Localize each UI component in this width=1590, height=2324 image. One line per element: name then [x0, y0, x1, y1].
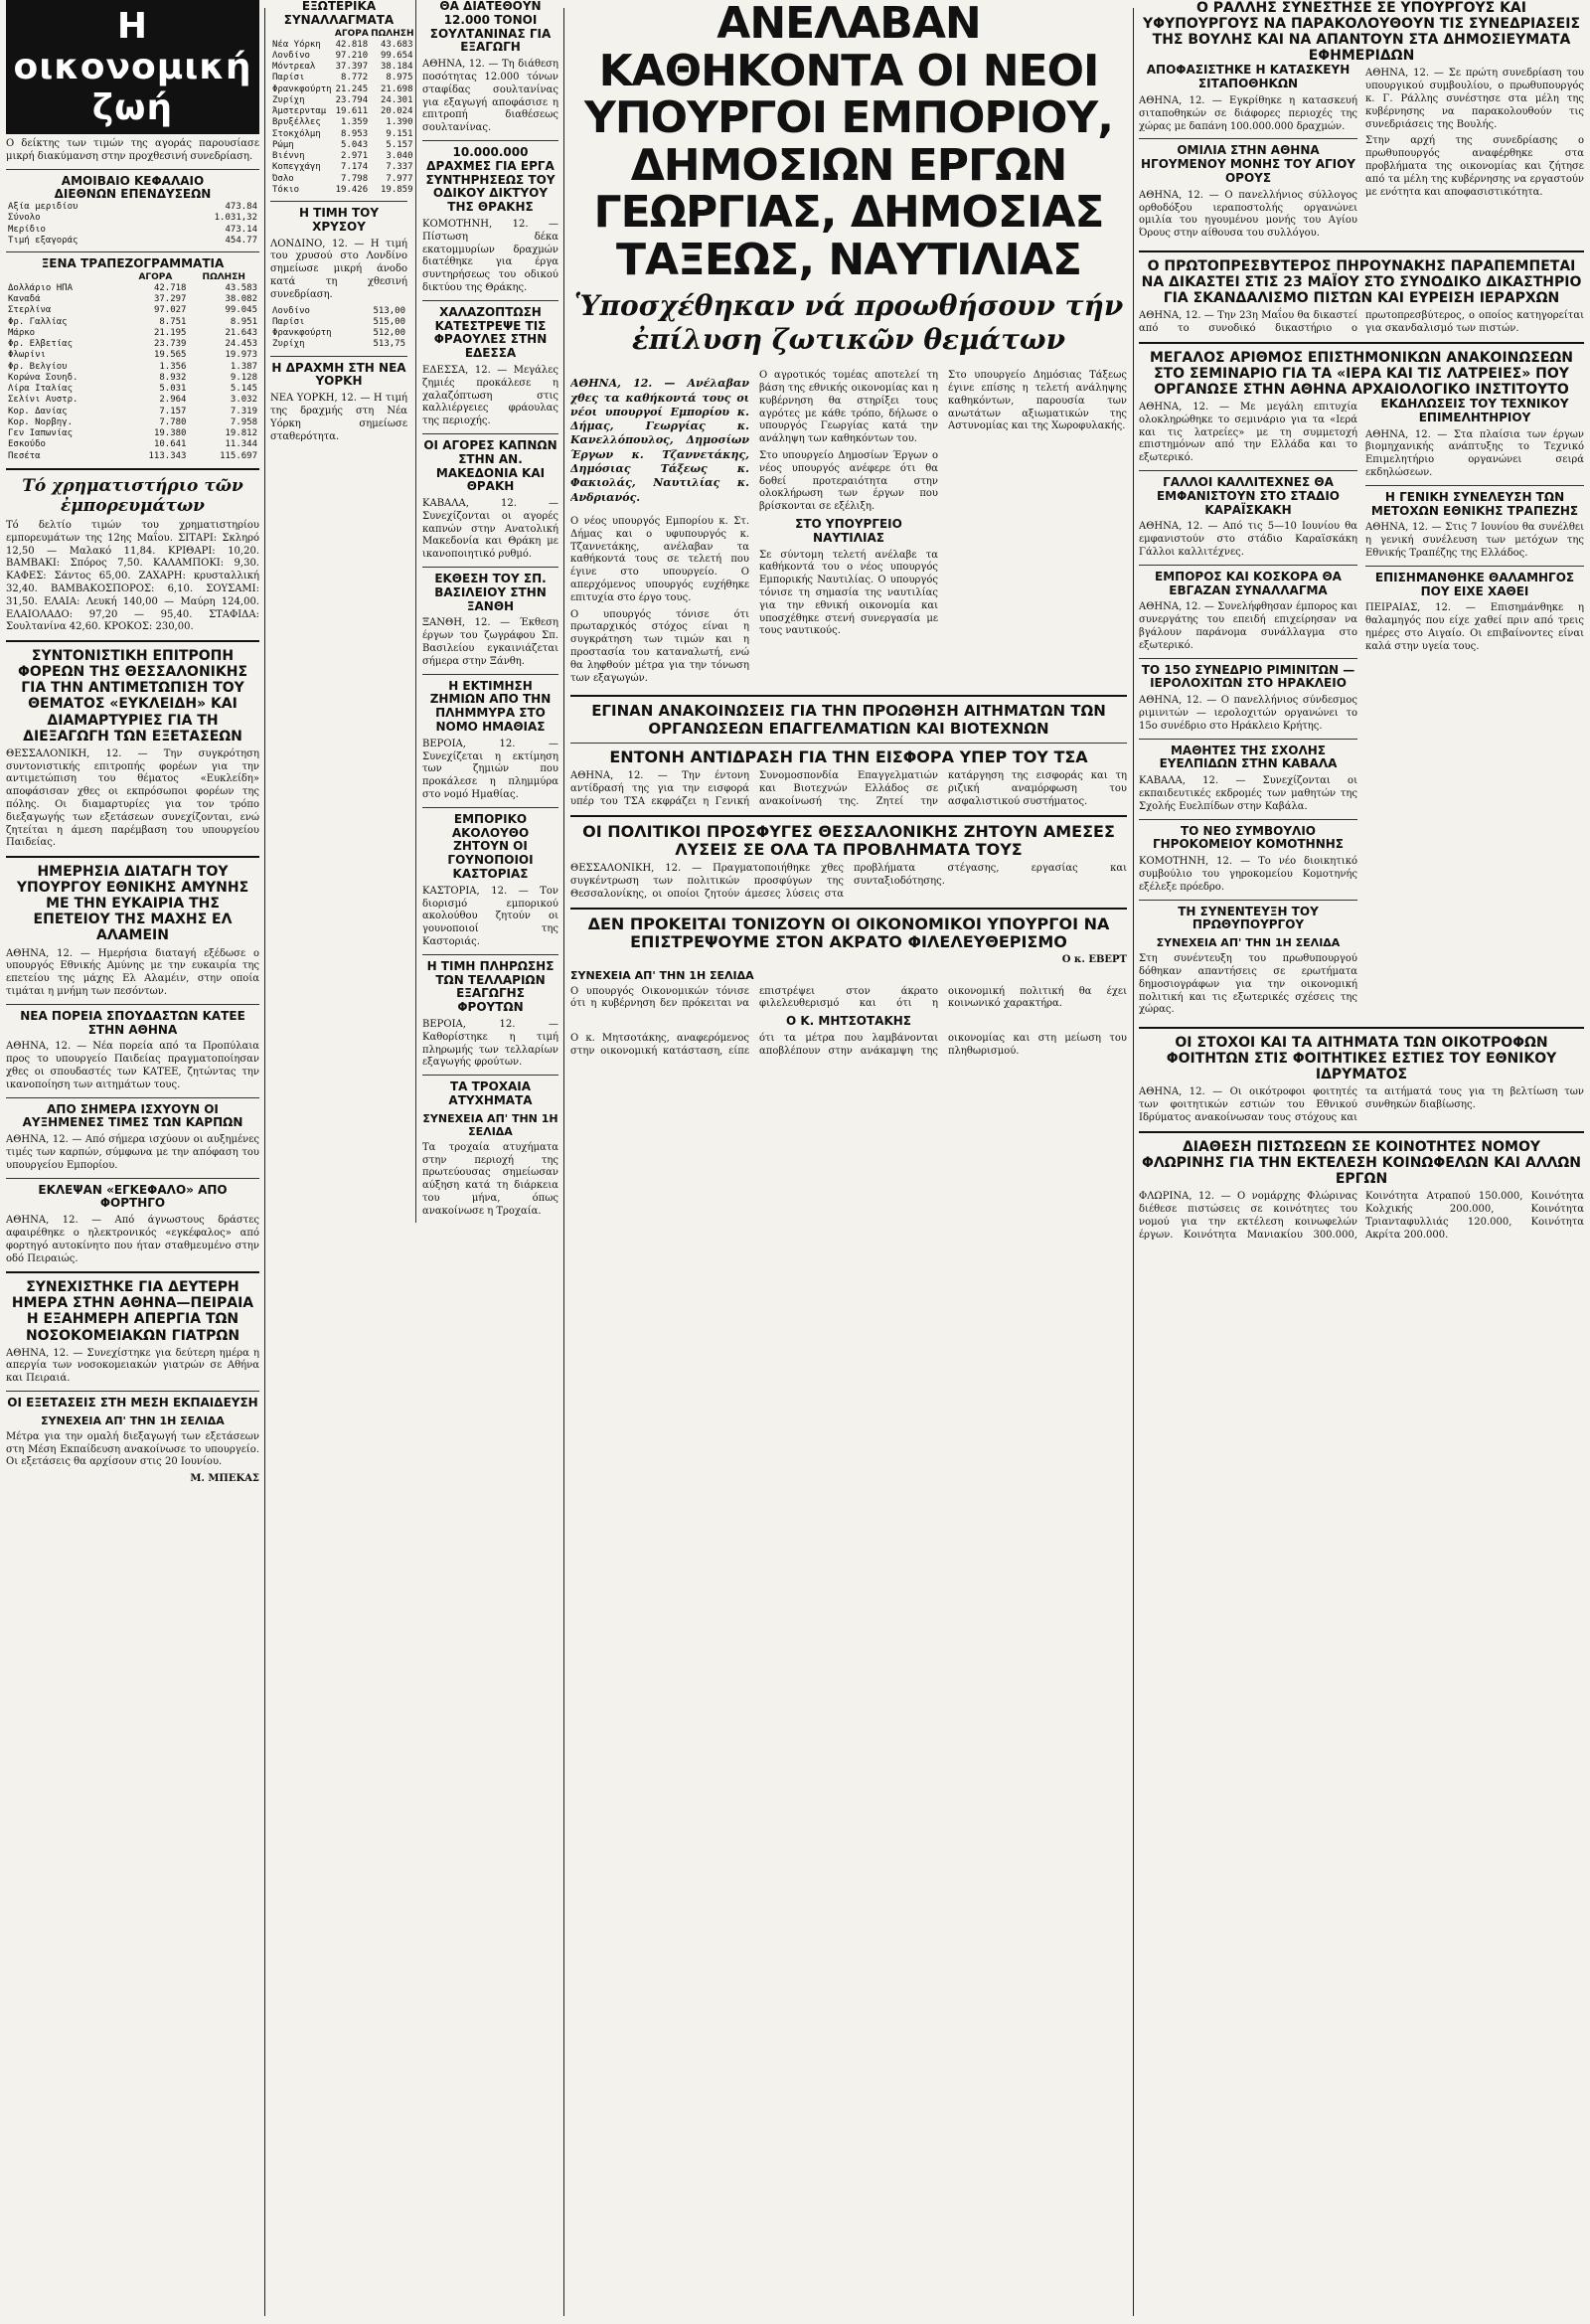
- column-5: [1139, 0, 1584, 1245]
- traffic-headline: ΤΑ ΤΡΟΧΑΙΑ ΑΤΥΧΗΜΑΤΑ: [448, 1079, 533, 1107]
- table-cell: 20.024: [380, 106, 413, 117]
- table-cell: 10.641: [153, 439, 187, 450]
- liberalism-continued: ΣΥΝΕΧΕΙΑ ΑΠ' ΤΗΝ 1Η ΣΕΛΙΔΑ: [570, 968, 754, 982]
- table-row: [270, 339, 407, 350]
- table-cell: Παρίσι: [272, 316, 305, 327]
- table-row: [6, 451, 259, 462]
- students-headline: ΟΙ ΣΤΟΧΟΙ ΚΑΙ ΤΑ ΑΙΤΗΜΑΤΑ ΤΩΝ ΟΙΚΟΤΡΟΦΩΝ ΦΟΙΤΗΤΩΝ ΣΤΙΣ ΦΟΙΤΗΤΙΚΕΣ ΕΣΤΙΕΣ ΤΟΥ ΕΘΝΙΚΟΥ ΙΔΡΥΜΑΤΟΣ: [1166, 1035, 1557, 1083]
- technical-chamber-headline: ΕΚΔΗΛΩΣΕΙΣ ΤΟΥ ΤΕΧΝΙΚΟΥ ΕΠΙΜΕΛΗΤΗΡΙΟΥ: [1380, 397, 1569, 424]
- rallis-headline: Ο ΡΑΛΛΗΣ ΣΥΝΕΣΤΗΣΕ ΣΕ ΥΠΟΥΡΓΟΥΣ ΚΑΙ ΥΦΥΠΟΥΡΓΟΥΣ ΝΑ ΠΑΡΑΚΟΛΟΥΘΟΥΝ ΤΙΣ ΣΥΝΕΔΡΙΑΣΕΙΣ ΤΗΣ ΒΟΥΛΗΣ ΚΑΙ ΝΑ ΑΠΑΝΤΟΥΝ ΣΤΑ ΔΗΜΟΣΙΕΥΜΑΤΑ ΕΦΗΜΕΡΙΔΩΝ: [1142, 0, 1581, 65]
- table-cell: 3.032: [230, 395, 257, 406]
- table-cell: 99.045: [225, 305, 257, 316]
- table-row: [6, 384, 259, 395]
- table-row: [6, 202, 259, 213]
- table-row: [6, 407, 259, 417]
- table-cell: Μερίδιο: [8, 224, 46, 235]
- seminar-text: ΑΘΗΝΑ, 12. — Με μεγάλη επιτυχία ολοκληρώθηκε το σεμινάριο για τα «Ιερά και τις λατρείες» με τη συμμετοχή επιστημόνων από την Ελλάδα και το εξωτερικό.: [1139, 402, 1357, 464]
- foreign-exchange-title: ΕΞΩΤΕΡΙΚΑ ΣΥΝΑΛΛΑΓΜΑΤΑ: [283, 0, 395, 27]
- congress-text: ΑΘΗΝΑ, 12. — Ο πανελλήνιος σύνδεσμος ριμινιτών — ιερολοχιτών οργανώνει το 15ο συνέδριο στο Ηράκλειο Κρήτης.: [1139, 695, 1357, 732]
- table-row: [270, 306, 407, 317]
- table-cell: Παρίσι: [272, 73, 305, 83]
- shipping-ministry-subhead: ΣΤΟ ΥΠΟΥΡΓΕΙΟ ΝΑΥΤΙΛΙΑΣ: [795, 517, 902, 545]
- table-cell: 8.951: [230, 316, 257, 327]
- signature: Μ. ΜΠΕΚΑΣ: [190, 1473, 259, 1485]
- table-cell: Φλωρίνι: [8, 350, 46, 361]
- gold-price-title: Η ΤΙΜΗ ΤΟΥ ΧΡΥΣΟΥ: [298, 206, 380, 234]
- florina-text: ΦΛΩΡΙΝΑ, 12. — Ο νομάρχης Φλώρινας διέθεσε πιστώσεις σε κοινότητες του νομού για την εκτέλεση κοινωφελών έργων. Κοινότητα Μανιακίου 300.000, Κοινότητα Ατραπού 150.000, Κοινότητα Κολχικής 200.000, Κοινότητα Τριανταφυλλιάς 120.000, Κοινότητα Ακρίτα 200.000.: [1139, 1191, 1584, 1241]
- table-cell: 37.297: [153, 294, 187, 305]
- table-cell: Βιέννη: [272, 151, 305, 162]
- table-cell: 7.319: [230, 406, 257, 416]
- table-cell: 97.210: [335, 50, 369, 61]
- florina-headline: ΔΙΑΘΕΣΗ ΠΙΣΤΩΣΕΩΝ ΣΕ ΚΟΙΝΟΤΗΤΕΣ ΝΟΜΟΥ ΦΛΩΡΙΝΗΣ ΓΙΑ ΤΗΝ ΕΚΤΕΛΕΣΗ ΚΟΙΝΩΦΕΛΩΝ ΚΑΙ ΑΛΛΩΝ ΕΡΓΩΝ: [1141, 1138, 1581, 1188]
- katee-text: ΑΘΗΝΑ, 12. — Νέα πορεία από τα Προπύλαια προς το υπουργείο Παιδείας πραγματοποίησαν χθες οι σπουδαστές των ΚΑΤΕΕ, ζητώντας την ικανοποίηση των αιτημάτων τους.: [6, 1041, 259, 1090]
- table-cell: 9.151: [386, 128, 413, 139]
- silo-headline: ΑΠΟΦΑΣΙΣΤΗΚΕ Η ΚΑΤΑΣΚΕΥΗ ΣΙΤΑΠΟΘΗΚΩΝ: [1146, 63, 1351, 91]
- table-cell: 7.958: [230, 416, 257, 427]
- table-cell: 2.964: [159, 395, 187, 406]
- thrace-roads-headline: 10.000.000 ΔΡΑΧΜΕΣ ΓΙΑ ΕΡΓΑ ΣΥΝΤΗΡΗΣΕΩΣ ΤΟΥ ΟΔΙΚΟΥ ΔΙΚΤΥΟΥ ΤΗΣ ΘΡΑΚΗΣ: [425, 144, 556, 215]
- table-cell: 7.157: [159, 406, 187, 416]
- table-row: [270, 317, 407, 328]
- table-cell: Κοπεγχάγη: [272, 162, 321, 173]
- table-row: [6, 428, 259, 439]
- yacht-text: ΠΕΙΡΑΙΑΣ, 12. — Επισημάνθηκε η θαλαμηγός που είχε χαθεί πριν από τρεις ημέρες στο Αιγαίο. Οι επιβαίνοντες είναι καλά στην υγεία τους.: [1365, 602, 1584, 652]
- table-cell: Λίρα Ιταλίας: [8, 384, 74, 395]
- table-cell: Κορ. Δανίας: [8, 406, 68, 416]
- professionals-headline: ΕΓΙΝΑΝ ΑΝΑΚΟΙΝΩΣΕΙΣ ΓΙΑ ΤΗΝ ΠΡΟΩΘΗΣΗ ΑΙΤΗΜΑΤΩΝ ΤΩΝ ΟΡΓΑΝΩΣΕΩΝ ΕΠΑΓΓΕΛΜΑΤΙΩΝ ΚΑΙ ΒΙΟΤΕΧΝΩΝ: [591, 702, 1106, 738]
- banknotes-title: ΞΕΝΑ ΤΡΑΠΕΖΟΓΡΑΜΜΑΤΙΑ: [41, 256, 225, 271]
- mutual-fund-table: [6, 202, 259, 247]
- table-cell: 21.698: [380, 83, 413, 94]
- table-cell: 19.859: [380, 184, 413, 195]
- katee-headline: ΝΕΑ ΠΟΡΕΙΑ ΣΠΟΥΔΑΣΤΩΝ ΚΑΤΕΕ ΣΤΗΝ ΑΘΗΝΑ: [20, 1008, 245, 1037]
- table-cell: ΠΩΛΗΣΗ: [371, 28, 414, 39]
- table-cell: Άμστερνταμ: [272, 106, 327, 117]
- currency-smuggling-text: ΑΘΗΝΑ, 12. — Συνελήφθησαν έμπορος και συνεργάτης του επειδή επιχείρησαν να βγάλουν παράνομα συνάλλαγμα στο εξωτερικό.: [1139, 601, 1357, 651]
- main-lead: ΑΘΗΝΑ, 12. — Ανέλαβαν χθες τα καθήκοντά τους οι νέοι υπουργοί Εμπορίου κ. Δήμας, Γεωργίας κ. Κανελλόπουλος, Δημοσίων Έργων κ. Τζαννετάκης, Δημόσιας Τάξεως κ. Φακιολάς, Ναυτιλίας κ. Ανδριανός.: [570, 377, 749, 504]
- main-paragraph-1: Ο νέος υπουργός Εμπορίου κ. Στ. Δήμας και ο υφυπουργός κ. Τζαννετάκης, ανέλαβαν τα καθήκοντά τους σε τελετή που έγινε στο υπουργείο. Ο απερχόμενος υπουργός ευχήθηκε επιτυχία στο έργο τους.: [570, 515, 749, 603]
- table-cell: 1.356: [159, 361, 187, 372]
- masthead: Η οικονομική ζωή: [6, 0, 259, 134]
- table-row: [270, 140, 415, 151]
- table-cell: Φρ. Ελβετίας: [8, 339, 74, 350]
- table-row: [6, 339, 259, 350]
- table-cell: Καναδά: [8, 294, 41, 305]
- athos-text: ΑΘΗΝΑ, 12. — Ο πανελλήνιος σύλλογος ορθοδόξου ιεραποστολής οργανώνει ομιλία του ηγουμένου μονής του Αγίου Όρους στην αίθουσα του συλλόγου.: [1139, 189, 1357, 240]
- table-cell: Τόκιο: [272, 184, 300, 195]
- doctors-strike-headline: ΣΥΝΕΧΙΣΤΗΚΕ ΓΙΑ ΔΕΥΤΕΡΗ ΗΜΕΡΑ ΣΤΗΝ ΑΘΗΝΑ—ΠΕΙΡΑΙΑ Η ΕΞΑΗΜΕΡΗ ΑΠΕΡΓΙΑ ΤΩΝ ΝΟΣΟΚΟΜΕΙΑΚΩΝ ΓΙΑΤΡΩΝ: [11, 1279, 254, 1344]
- liberalism-text: Ο υπουργός Οικονομικών τόνισε ότι η κυβέρνηση δεν πρόκειται να επιστρέψει στον άκρατο φιλελευθερισμό και ότι η οικονομική πολιτική θα έχει κοινωνικό χαρακτήρα.: [570, 985, 1127, 1010]
- table-cell: Μάρκο: [8, 327, 36, 338]
- table-cell: Γεν Ιαπωνίας: [8, 428, 74, 439]
- exams-continued: ΣΥΝΕΧΕΙΑ ΑΠ' ΤΗΝ 1Η ΣΕΛΙΔΑ: [41, 1413, 225, 1427]
- table-cell: Φρανκφούρτη: [272, 328, 332, 339]
- table-cell: 1.387: [230, 361, 257, 372]
- main-paragraph-4: Στο υπουργείο Δημοσίων Έργων ο νέος υπουργός ανέφερε ότι θα δοθεί προτεραιότητα στην ολοκλήρωση των έργων που βρίσκονται σε εξέλιξη.: [759, 450, 938, 513]
- table-cell: 473.14: [225, 224, 257, 235]
- table-row: [270, 162, 415, 173]
- table-cell: 19.380: [153, 428, 187, 439]
- table-cell: 7.174: [341, 162, 369, 173]
- table-cell: Στοκχόλμη: [272, 128, 321, 139]
- column-1: [6, 0, 259, 1486]
- table-cell: 19.565: [153, 350, 187, 361]
- mitsotakis-subhead: Ο Κ. ΜΗΤΣΟΤΑΚΗΣ: [786, 1014, 911, 1029]
- main-paragraph-3: Ο αγροτικός τομέας αποτελεί τη βάση της εθνικής οικονομίας και η κυβέρνηση θα στηρίξει τους αγρότες με κάθε τρόπο, δήλωσε ο υπουργός Γεωργίας κατά την ανάληψη των καθηκόντων του.: [759, 370, 938, 445]
- liberalism-headline: ΔΕΝ ΠΡΟΚΕΙΤΑΙ ΤΟΝΙΖΟΥΝ ΟΙ ΟΙΚΟΝΟΜΙΚΟΙ ΥΠΟΥΡΓΟΙ ΝΑ ΕΠΙΣΤΡΕΨΟΥΜΕ ΣΤΟΝ ΑΚΡΑΤΟ ΦΙΛΕΛΕΥΘΕΡΙΣΜΟ: [587, 913, 1110, 952]
- table-row: [270, 95, 415, 106]
- truck-theft-headline: ΕΚΛΕΨΑΝ «ΕΓΚΕΦΑΛΟ» ΑΠΟ ΦΟΡΤΗΓΟ: [38, 1182, 228, 1211]
- congress-headline: ΤΟ 15Ο ΣΥΝΕΔΡΙΟ ΡΙΜΙΝΙΤΩΝ — ΙΕΡΟΛΟΧΙΤΩΝ ΣΤΟ ΗΡΑΚΛΕΙΟ: [1141, 662, 1355, 691]
- table-cell: 21.643: [225, 327, 257, 338]
- main-paragraph-2: Ο υπουργός τόνισε ότι πρωταρχικός στόχος είναι η συγκράτηση των τιμών και η προστασία του καταναλωτή, ενώ θα ληφθούν μέτρα για την τόνωση των εξαγωγών.: [570, 608, 749, 684]
- main-paragraph-6: Στο υπουργείο Δημόσιας Τάξεως έγινε επίσης η τελετή ανάληψης καθηκόντων, παρουσία των ανωτάτων αξιωματικών της Αστυνομίας και της Χωροφυλακής.: [948, 370, 1127, 432]
- table-cell: Ρώμη: [272, 139, 294, 150]
- commodity-exchange-title: Τό χρηματιστήριο τῶν ἐμπορευμάτων: [22, 475, 243, 516]
- table-row: [6, 283, 259, 294]
- table-row: [270, 328, 407, 339]
- shareholders-headline: Η ΓΕΝΙΚΗ ΣΥΝΕΛΕΥΣΗ ΤΩΝ ΜΕΤΟΧΩΝ ΕΘΝΙΚΗΣ ΤΡΑΠΕΖΗΣ: [1370, 489, 1579, 518]
- market-intro: Ο δείκτης των τιμών της αγοράς παρουσίασε μικρή διακύμανση στην προχθεσινή συνεδρίαση.: [6, 138, 259, 162]
- table-cell: Φρ. Γαλλίας: [8, 316, 68, 327]
- table-cell: ΠΩΛΗΣΗ: [202, 271, 245, 282]
- interview-continued: ΣΥΝΕΧΕΙΑ ΑΠ' ΤΗΝ 1Η ΣΕΛΙΔΑ: [1156, 936, 1341, 950]
- commodity-exchange-text: Τό δελτίο τιμών του χρηματιστηρίου εμπορευμάτων της 12ης Μαΐου. ΣΙΤΑΡΙ: Σκληρό 12,50 — Μαλακό 11,84. ΚΡΙΘΑΡΙ: 10,20. ΒΑΜΒΑΚΙ: Σπόρος 7,50. ΚΑΛΑΜΠΟΚΙ: 9,30. ΚΑΦΕΣ: Σάντος 65,00. ΖΑΧΑΡΗ: κρυσταλλική 32,40. ΒΑΜΒΑΚΟΣΠΟΡΟΣ: 6,10. ΣΟΥΣΑΜΙ: 31,50. ΕΛΑΙΑ: Λευκή 140,00 — Μαύρη 124,00. ΕΛΑΙΟΛΑΔΟ: 97,20 — 95,40. ΣΤΑΦΙΔΑ: Σουλτανίνα 42,60. ΚΡΟΚΟΣ: 230,00.: [6, 519, 259, 633]
- table-cell: 513,00: [373, 305, 405, 316]
- table-cell: 8.772: [341, 73, 369, 83]
- table-cell: 454.77: [225, 235, 257, 246]
- technical-chamber-text: ΑΘΗΝΑ, 12. — Στα πλαίσια των έργων βιομηχανικής ανάπτυξης το Τεχνικό Επιμελητήριο οργανώνει σειρά εκδηλώσεων.: [1365, 428, 1584, 479]
- table-row: [270, 28, 415, 40]
- gold-price-text: ΛΟΝΔΙΝΟ, 12. — Η τιμή του χρυσού στο Λονδίνο σημείωσε μικρή άνοδο κατά τη χθεσινή συνεδρίαση.: [270, 238, 407, 300]
- table-cell: 9.128: [230, 372, 257, 383]
- table-cell: ΑΓΟΡΑ: [334, 28, 369, 39]
- table-cell: 21.245: [335, 83, 369, 94]
- nursing-home-headline: ΤΟ ΝΕΟ ΣΥΜΒΟΥΛΙΟ ΓΗΡΟΚΟΜΕΙΟΥ ΚΟΜΟΤΗΝΗΣ: [1152, 823, 1344, 852]
- table-cell: 8.975: [386, 73, 413, 83]
- table-cell: Όσλο: [272, 173, 294, 184]
- refugees-text: ΘΕΣΣΑΛΟΝΙΚΗ, 12. — Πραγματοποιήθηκε χθες συγκέντρωση των πολιτικών προσφύγων της Θεσσαλονίκης, οι οποίοι ζητούν άμεσες λύσεις στα προβλήματα στέγασης, εργασίας και συνταξιοδότησης.: [570, 863, 1127, 900]
- crates-text: ΒΕΡΟΙΑ, 12. — Καθορίστηκε η τιμή πληρωμής των τελλαρίων εξαγωγής φρούτων.: [422, 1018, 558, 1069]
- table-cell: 43.583: [225, 282, 257, 293]
- table-row: [6, 225, 259, 236]
- table-cell: 38.082: [225, 294, 257, 305]
- table-cell: 23.794: [335, 94, 369, 105]
- table-row: [270, 117, 415, 128]
- table-cell: 5.043: [341, 139, 369, 150]
- table-row: [6, 213, 259, 224]
- table-cell: Εσκούδο: [8, 439, 46, 450]
- tobacco-market-text: ΚΑΒΑΛΑ, 12. — Συνεχίζονται οι αγορές καπνών στην Ανατολική Μακεδονία και Θράκη με ικανοποιητικό ρυθμό.: [422, 498, 558, 561]
- tsa-contribution-text: ΑΘΗΝΑ, 12. — Την έντονη αντίδρασή της για την εισφορά υπέρ του ΤΣΑ εκφράζει η Γενική Συνομοσπονδία Επαγγελματιών και Βιοτεχνών Ελλάδος σε ανακοίνωσή της. Ζητεί την κατάργηση της εισφοράς και τη ριζική αναμόρφωση του ασφαλιστικού συστήματος.: [570, 770, 1127, 807]
- table-cell: 115.697: [220, 450, 257, 461]
- table-cell: 43.683: [380, 39, 413, 50]
- table-row: [6, 305, 259, 316]
- shareholders-text: ΑΘΗΝΑ, 12. — Στις 7 Ιουνίου θα συνέλθει η γενική συνέλευση των μετόχων της Εθνικής Τραπέζης της Ελλάδος.: [1365, 522, 1584, 560]
- furriers-text: ΚΑΣΤΟΡΙΑ, 12. — Τον διορισμό εμπορικού ακολούθου ζητούν οι γουνοποιοί της Καστοριάς.: [422, 885, 558, 947]
- table-cell: 515,00: [373, 316, 405, 327]
- table-row: [6, 236, 259, 247]
- table-cell: 19.611: [335, 106, 369, 117]
- table-cell: Σελίνι Αυστρ.: [8, 395, 79, 406]
- el-alamein-text: ΑΘΗΝΑ, 12. — Ημερήσια διαταγή εξέδωσε ο υπουργός Εθνικής Αμύνης με την ευκαιρία της επετείου της μάχης Ελ Αλαμέιν, στην οποία τιμάται η μνήμη των πεσόντων.: [6, 947, 259, 997]
- table-cell: [270, 28, 334, 40]
- table-row: [6, 417, 259, 428]
- table-cell: 1.031,32: [214, 213, 257, 224]
- sultanina-text: ΑΘΗΝΑ, 12. — Τη διάθεση ποσότητας 12.000 τόνων σταφίδας σουλτανίνας για εξαγωγή αποφάσισε η επιτροπή διαθέσεως σουλτανίνας.: [422, 59, 558, 134]
- table-cell: 7.337: [386, 162, 413, 173]
- table-row: [270, 84, 415, 95]
- tobacco-market-headline: ΟΙ ΑΓΟΡΕΣ ΚΑΠΝΩΝ ΣΤΗΝ ΑΝ. ΜΑΚΕΔΟΝΙΑ ΚΑΙ ΘΡΑΚΗ: [423, 437, 557, 494]
- table-cell: 2.971: [341, 151, 369, 162]
- galli-headline: ΓΑΛΛΟΙ ΚΑΛΛΙΤΕΧΝΕΣ ΘΑ ΕΜΦΑΝΙΣΤΟΥΝ ΣΤΟ ΣΤΑΔΙΟ ΚΑΡΑΪΣΚΑΚΗ: [1156, 475, 1340, 517]
- table-row: [6, 328, 259, 339]
- table-cell: 5.031: [159, 384, 187, 395]
- main-subheadline: Ὑποσχέθηκαν νά προωθήσουν τήν ἐπίλυση ζωτικῶν θεμάτων: [573, 289, 1124, 356]
- table-cell: 513,75: [373, 339, 405, 350]
- thrace-roads-text: ΚΟΜΟΤΗΝΗ, 12. — Πίστωση δέκα εκατομμυρίων δραχμών διατέθηκε για έργα συντηρήσεως του οδικού δικτύου της Θράκης.: [422, 218, 558, 293]
- table-cell: 512,00: [373, 328, 405, 339]
- nursing-home-text: ΚΟΜΟΤΗΝΗ, 12. — Το νέο διοικητικό συμβούλιο του γηροκομείου Κομοτηνής εξέλεξε πρόεδρο.: [1139, 856, 1357, 893]
- table-cell: Λονδίνο: [272, 50, 310, 61]
- table-cell: Αξία μεριδίου: [8, 202, 79, 213]
- flood-damage-headline: Η ΕΚΤΙΜΗΣΗ ΖΗΜΙΩΝ ΑΠΟ ΤΗΝ ΠΛΗΜΜΥΡΑ ΣΤΟ ΝΟΜΟ ΗΜΑΘΙΑΣ: [429, 678, 552, 735]
- gold-price-table: [270, 306, 407, 351]
- table-cell: 3.040: [386, 151, 413, 162]
- column-2: [270, 0, 558, 1223]
- hail-headline: ΧΑΛΑΖΟΠΤΩΣΗ ΚΑΤΕΣΤΡΕΨΕ ΤΙΣ ΦΡΑΟΥΛΕΣ ΣΤΗΝ ΕΔΕΣΣΑ: [433, 304, 548, 361]
- drachma-ny-text: ΝΕΑ ΥΟΡΚΗ, 12. — Η τιμή της δραχμής στη Νέα Υόρκη σημείωσε σταθερότητα.: [270, 393, 407, 442]
- priest-trial-text: ΑΘΗΝΑ, 12. — Την 23η Μαΐου θα δικαστεί από το συνοδικό δικαστήριο ο πρωτοπρεσβύτερος, ο οποίος κατηγορείται για σκανδαλισμό των πιστών.: [1139, 310, 1584, 335]
- nuts-price-text: ΑΘΗΝΑ, 12. — Από σήμερα ισχύουν οι αυξημένες τιμές των καρπών, σύμφωνα με την απόφαση του υπουργείου Εμπορίου.: [6, 1134, 259, 1171]
- table-row: [270, 73, 415, 83]
- exams-headline: ΟΙ ΕΞΕΤΑΣΕΙΣ ΣΤΗ ΜΕΣΗ ΕΚΠΑΙΔΕΥΣΗ: [7, 1396, 258, 1411]
- table-cell: 19.426: [335, 184, 369, 195]
- truck-theft-text: ΑΘΗΝΑ, 12. — Από άγνωστους δράστες αφαιρέθηκε ο ηλεκτρονικός «εγκέφαλος» από φορτηγό αυτοκίνητο που ήταν σταθμευμένο στην οδό Πειραιώς.: [6, 1215, 259, 1264]
- table-cell: 8.751: [159, 316, 187, 327]
- table-row: [6, 439, 259, 450]
- hail-text: ΕΔΕΣΣΑ, 12. — Μεγάλες ζημιές προκάλεσε η χαλαζόπτωση στις καλλιέργειες φράουλας της περιοχής.: [422, 364, 558, 427]
- table-row: [270, 129, 415, 140]
- table-cell: 11.344: [225, 439, 257, 450]
- interview-headline: ΤΗ ΣΥΝΕΝΤΕΥΞΗ ΤΟΥ ΠΡΩΘΥΠΟΥΡΓΟΥ: [1178, 904, 1319, 932]
- table-cell: 37.397: [335, 62, 369, 73]
- priest-trial-headline: Ο ΠΡΩΤΟΠΡΕΣΒΥΤΕΡΟΣ ΠΗΡΟΥΝΑΚΗΣ ΠΑΡΑΠΕΜΠΕΤΑΙ ΝΑ ΔΙΚΑΣΤΕΙ ΣΤΙΣ 23 ΜΑΪΟΥ ΣΤΟ ΣΥΝΟΔΙΚΟ ΔΙΚΑΣΤΗΡΙΟ ΓΙΑ ΣΚΑΝΔΑΛΙΣΜΟ ΠΙΣΤΩΝ ΚΑΙ ΕΥΡΕΙΣΗ ΙΕΡΑΡΧΩΝ: [1141, 257, 1582, 307]
- table-cell: 19.973: [225, 350, 257, 361]
- table-cell: 19.812: [225, 428, 257, 439]
- interview-text: Στη συνέντευξη του πρωθυπουργού δόθηκαν απαντήσεις σε ερωτήματα δημοσιογράφων για την οικονομική πολιτική και τις εξωτερικές σχέσεις της χώρας.: [1139, 953, 1357, 1016]
- sultanina-headline: ΘΑ ΔΙΑΤΕΘΟΥΝ 12.000 ΤΟΝΟΙ ΣΟΥΛΤΑΝΙΝΑΣ ΓΙΑ ΕΞΑΓΩΓΗ: [429, 0, 552, 55]
- table-cell: Λονδίνο: [272, 305, 310, 316]
- table-cell: 113.343: [148, 450, 187, 461]
- table-cell: Νέα Υόρκη: [272, 39, 321, 50]
- banknotes-table: [6, 271, 259, 462]
- table-cell: 8.953: [341, 128, 369, 139]
- cadets-text: ΚΑΒΑΛΑ, 12. — Συνεχίζονται οι εκπαιδευτικές εκδρομές των μαθητών της Σχολής Ευελπίδων στην Καβάλα.: [1139, 775, 1357, 812]
- table-cell: [6, 271, 122, 283]
- table-cell: 7.780: [159, 416, 187, 427]
- table-row: [6, 350, 259, 361]
- cadets-headline: ΜΑΘΗΤΕΣ ΤΗΣ ΣΧΟΛΗΣ ΕΥΕΛΠΙΔΩΝ ΣΤΗΝ ΚΑΒΑΛΑ: [1159, 743, 1338, 771]
- table-cell: 473.84: [225, 202, 257, 213]
- table-cell: 5.145: [230, 384, 257, 395]
- el-alamein-headline: ΗΜΕΡΗΣΙΑ ΔΙΑΤΑΓΗ ΤΟΥ ΥΠΟΥΡΓΟΥ ΕΘΝΙΚΗΣ ΑΜΥΝΗΣ ΜΕ ΤΗΝ ΕΥΚΑΙΡΙΑ ΤΗΣ ΕΠΕΤΕΙΟΥ ΤΗΣ ΜΑΧΗΣ ΕΛ ΑΛΑΜΕΙΝ: [16, 864, 249, 944]
- table-cell: Τιμή εξαγοράς: [8, 235, 79, 246]
- table-cell: 38.184: [380, 62, 413, 73]
- table-row: [270, 40, 415, 51]
- table-cell: 8.932: [159, 372, 187, 383]
- table-cell: Πεσέτα: [8, 450, 41, 461]
- table-cell: Φρ. Βελγίου: [8, 361, 68, 372]
- table-cell: ΑΓΟΡΑ: [138, 271, 173, 282]
- table-cell: Βρυξέλλες: [272, 117, 321, 128]
- silo-text: ΑΘΗΝΑ, 12. — Εγκρίθηκε η κατασκευή σιταποθηκών σε διάφορες περιοχές της χώρας με δαπάνη 100.000.000 δραχμών.: [1139, 94, 1357, 132]
- exhibition-text: ΞΑΝΘΗ, 12. — Έκθεση έργων του ζωγράφου Σπ. Βασιλείου εγκαινιάζεται σήμερα στην Ξάνθη.: [422, 617, 558, 667]
- doctors-strike-text: ΑΘΗΝΑ, 12. — Συνεχίστηκε για δεύτερη ημέρα η απεργία των νοσοκομειακών γιατρών σε Αθήνα και Πειραιά.: [6, 1347, 259, 1385]
- table-row: [6, 271, 259, 283]
- galli-text: ΑΘΗΝΑ, 12. — Από τις 5—10 Ιουνίου θα εμφανιστούν στο στάδιο Καραϊσκάκη Γάλλοι καλλιτέχνες.: [1139, 521, 1357, 559]
- exhibition-headline: ΕΚΘΕΣΗ ΤΟΥ ΣΠ. ΒΑΣΙΛΕΙΟΥ ΣΤΗΝ ΞΑΝΘΗ: [434, 572, 547, 613]
- table-row: [270, 185, 415, 196]
- euclid-text: ΘΕΣΣΑΛΟΝΙΚΗ, 12. — Την συγκρότηση συντονιστικής επιτροπής φορέων για την αντιμετώπιση του θέματος «Ευκλείδη» αποφάσισαν χθες οι εκπρόσωποι φορέων της πόλης. Οι διαμαρτυρίες για τον τρόπο διεξαγωγής των εξετάσεων συνεχίζονται, ενώ ζητείται η άμεση παρέμβαση του υπουργείου Παιδείας.: [6, 747, 259, 849]
- table-row: [270, 106, 415, 117]
- table-row: [270, 51, 415, 62]
- table-cell: 1.390: [386, 117, 413, 128]
- yacht-headline: ΕΠΙΣΗΜΑΝΘΗΚΕ ΘΑΛΑΜΗΓΟΣ ΠΟΥ ΕΙΧΕ ΧΑΘΕΙ: [1374, 570, 1575, 598]
- table-cell: 24.453: [225, 339, 257, 350]
- athos-headline: ΟΜΙΛΙΑ ΣΤΗΝ ΑΘΗΝΑ ΗΓΟΥΜΕΝΟΥ ΜΟΝΗΣ ΤΟΥ ΑΓΙΟΥ ΟΡΟΥΣ: [1141, 143, 1355, 185]
- table-row: [270, 174, 415, 185]
- main-headline: ΑΝΕΛΑΒΑΝ ΚΑΘΗΚΟΝΤΑ ΟΙ ΝΕΟΙ ΥΠΟΥΡΓΟΙ ΕΜΠΟΡΙΟΥ, ΔΗΜΟΣΙΩΝ ΕΡΓΩΝ ΓΕΩΡΓΙΑΣ, ΔΗΜΟΣΙΑΣ ΤΑΞΕΩΣ, ΝΑΥΤΙΛΙΑΣ: [584, 0, 1113, 285]
- table-row: [6, 317, 259, 328]
- drachma-ny-title: Η ΔΡΑΧΜΗ ΣΤΗ ΝΕΑ ΥΟΡΚΗ: [271, 360, 406, 389]
- table-row: [6, 362, 259, 373]
- foreign-exchange-table: [270, 28, 415, 197]
- rallis-text-2: Στην αρχή της συνεδρίασης ο πρωθυπουργός αναφέρθηκε στα προβλήματα της οικονομίας και ζήτησε από τα μέλη της κυβέρνησης να εργαστούν με ενότητα και αποφασιστικότητα.: [1365, 135, 1584, 198]
- table-cell: Ζυρίχη: [272, 339, 305, 350]
- table-cell: 7.798: [341, 173, 369, 184]
- table-cell: Φρανκφούρτη: [272, 83, 332, 94]
- tsa-contribution-headline: ΕΝΤΟΝΗ ΑΝΤΙΔΡΑΣΗ ΓΙΑ ΤΗΝ ΕΙΣΦΟΡΑ ΥΠΕΡ ΤΟΥ ΤΣΑ: [609, 747, 1088, 766]
- table-cell: Κορώνα Σουηδ.: [8, 372, 79, 383]
- refugees-headline: ΟΙ ΠΟΛΙΤΙΚΟΙ ΠΡΟΣΦΥΓΕΣ ΘΕΣΣΑΛΟΝΙΚΗΣ ΖΗΤΟΥΝ ΑΜΕΣΕΣ ΛΥΣΕΙΣ ΣΕ ΟΛΑ ΤΑ ΠΡΟΒΛΗΜΑΤΑ ΤΟΥΣ: [582, 821, 1115, 859]
- table-cell: 99.654: [380, 50, 413, 61]
- table-cell: 5.157: [386, 139, 413, 150]
- table-cell: Κορ. Νορβηγ.: [8, 416, 74, 427]
- euclid-headline: ΣΥΝΤΟΝΙΣΤΙΚΗ ΕΠΙΤΡΟΠΗ ΦΟΡΕΩΝ ΤΗΣ ΘΕΣΣΑΛΟΝΙΚΗΣ ΓΙΑ ΤΗΝ ΑΝΤΙΜΕΤΩΠΙΣΗ ΤΟΥ ΘΕΜΑΤΟΣ «ΕΥΚΛΕΙΔΗ» ΚΑΙ ΔΙΑΜΑΡΤΥΡΙΕΣ ΓΙΑ ΤΗ ΔΙΕΞΑΓΩΓΗ ΤΩΝ ΕΞΕΤΑΣΕΩΝ: [17, 648, 248, 745]
- main-story-area: [570, 0, 1127, 1063]
- mitsotakis-text: Ο κ. Μητσοτάκης, αναφερόμενος στην οικονομική κατάσταση, είπε ότι τα μέτρα που λαμβάνονται αποβλέπουν στην ανάκαμψη της οικονομίας και στη μείωση του πληθωρισμού.: [570, 1032, 1127, 1057]
- table-cell: 1.359: [341, 117, 369, 128]
- main-paragraph-5: Σε σύντομη τελετή ανέλαβε τα καθήκοντά του ο νέος υπουργός Εμπορικής Ναυτιλίας. Ο υπουργός τόνισε τη σημασία της ναυτιλίας για την εθνική οικονομία και υποσχέθηκε στενή συνεργασία με τους ναυτικούς.: [759, 549, 938, 637]
- rallis-text: ΑΘΗΝΑ, 12. — Σε πρώτη συνεδρίαση του υπουργικού συμβουλίου, ο πρωθυπουργός κ. Γ. Ράλλης συνέστησε στα μέλη της κυβέρνησης να παρακολουθούν τις συνεδριάσεις της Βουλής.: [1365, 68, 1584, 130]
- nuts-price-headline: ΑΠΟ ΣΗΜΕΡΑ ΙΣΧΥΟΥΝ ΟΙ ΑΥΞΗΜΕΝΕΣ ΤΙΜΕΣ ΤΩΝ ΚΑΡΠΩΝ: [22, 1101, 243, 1130]
- table-cell: 42.818: [335, 39, 369, 50]
- traffic-text: Τα τροχαία ατυχήματα στην περιοχή της πρωτεύουσας σημείωσαν αύξηση κατά τη διάρκεια του μήνα, όπως ανακοίνωσε η Τροχαία.: [422, 1141, 558, 1217]
- table-cell: Στερλίνα: [8, 305, 52, 316]
- table-cell: Δολλάριο ΗΠΑ: [8, 282, 74, 293]
- traffic-continued: ΣΥΝΕΧΕΙΑ ΑΠ' ΤΗΝ 1Η ΣΕΛΙΔΑ: [422, 1111, 558, 1138]
- flood-damage-text: ΒΕΡΟΙΑ, 12. — Συνεχίζεται η εκτίμηση των ζημιών που προκάλεσε η πλημμύρα στο νομό Ημαθίας.: [422, 738, 558, 801]
- table-cell: 21.195: [153, 327, 187, 338]
- crates-headline: Η ΤΙΜΗ ΠΛΗΡΩΣΗΣ ΤΩΝ ΤΕΛΛΑΡΙΩΝ ΕΞΑΓΩΓΗΣ ΦΡΟΥΤΩΝ: [426, 958, 555, 1015]
- table-row: [6, 395, 259, 406]
- table-row: [270, 151, 415, 162]
- table-cell: 42.718: [153, 282, 187, 293]
- evert-byline: Ο κ. ΕΒΕΡΤ: [1061, 953, 1127, 965]
- table-cell: 97.027: [153, 305, 187, 316]
- table-cell: Σύνολο: [8, 213, 41, 224]
- table-row: [6, 294, 259, 305]
- table-cell: Ζυρίχη: [272, 94, 305, 105]
- table-cell: 24.301: [380, 94, 413, 105]
- mutual-fund-title: ΑΜΟΙΒΑΙΟ ΚΕΦΑΛΑΙΟ: [61, 173, 205, 188]
- furriers-headline: ΕΜΠΟΡΙΚΟ ΑΚΟΛΟΥΘΟ ΖΗΤΟΥΝ ΟΙ ΓΟΥΝΟΠΟΙΟΙ ΚΑΣΤΟΡΙΑΣ: [447, 811, 534, 882]
- students-text: ΑΘΗΝΑ, 12. — Οι οικότροφοι φοιτητές των φοιτητικών εστιών του Εθνικού Ιδρύματος ανακοίνωσαν τους στόχους και τα αιτήματά τους για τη βελτίωση των συνθηκών διαβίωσης.: [1139, 1086, 1584, 1124]
- table-cell: Μόντρεαλ: [272, 62, 316, 73]
- table-row: [270, 62, 415, 73]
- table-row: [6, 373, 259, 384]
- mutual-fund-subtitle: ΔΙΕΘΝΩΝ ΕΠΕΝΔΥΣΕΩΝ: [54, 187, 212, 202]
- currency-smuggling-headline: ΕΜΠΟΡΟΣ ΚΑΙ ΚΟΣΚΟΡΑ ΘΑ ΕΒΓΑΖΑΝ ΣΥΝΑΛΛΑΓΜΑ: [1155, 569, 1342, 597]
- seminar-headline: ΜΕΓΑΛΟΣ ΑΡΙΘΜΟΣ ΕΠΙΣΤΗΜΟΝΙΚΩΝ ΑΝΑΚΟΙΝΩΣΕΩΝ ΣΤΟ ΣΕΜΙΝΑΡΙΟ ΓΙΑ ΤΑ «ΙΕΡΑ ΚΑΙ ΤΙΣ ΛΑΤΡΕΙΕΣ» ΠΟΥ ΟΡΓΑΝΩΣΕ ΣΤΗΝ ΑΘΗΝΑ ΑΡΧΑΙΟΛΟΓΙΚΟ ΙΝΣΤΙΤΟΥΤΟ: [1149, 349, 1574, 398]
- exams-text: Μέτρα για την ομαλή διεξαγωγή των εξετάσεων στη Μέση Εκπαίδευση ανακοίνωσε το υπουργείο. Οι εξετάσεις θα αρχίσουν στις 20 Ιουνίου.: [6, 1430, 259, 1468]
- table-cell: 7.977: [386, 173, 413, 184]
- table-cell: 23.739: [153, 339, 187, 350]
